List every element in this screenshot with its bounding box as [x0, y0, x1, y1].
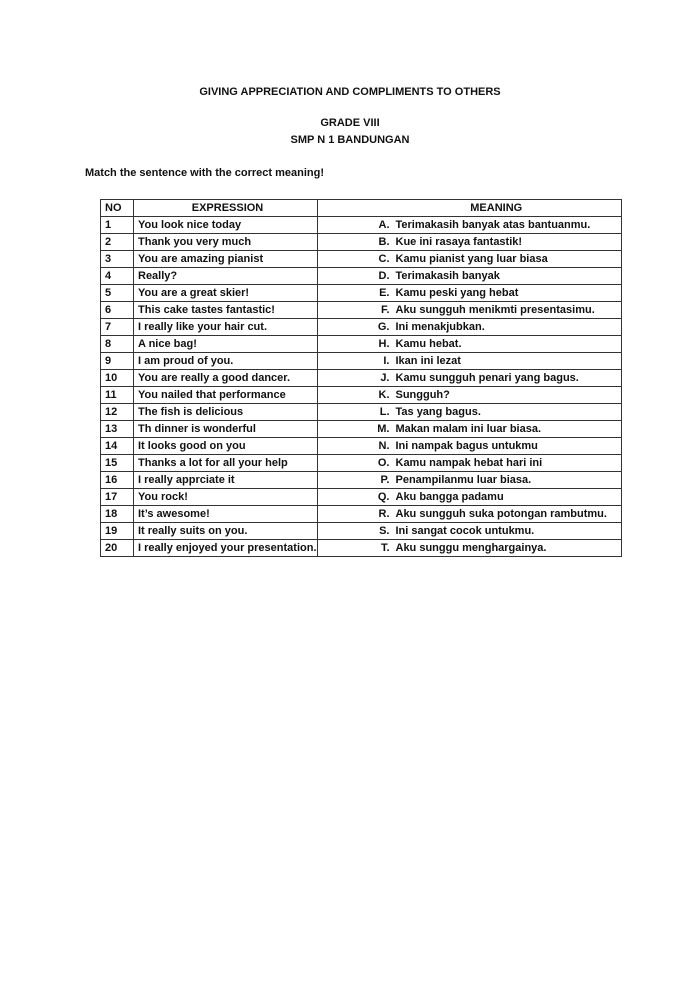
- meaning-text: Kamu pianist yang luar biasa: [395, 253, 548, 265]
- meaning-text: Ini nampak bagus untukmu: [395, 440, 538, 452]
- row-meaning: [368, 387, 622, 404]
- row-expression: The fish is delicious: [134, 404, 318, 421]
- meaning-text: Sungguh?: [395, 389, 450, 401]
- row-expression: You are really a good dancer.: [134, 370, 318, 387]
- row-number: 20: [101, 540, 134, 557]
- row-meaning: [368, 472, 622, 489]
- table-row: [101, 489, 622, 506]
- table-row: [101, 302, 622, 319]
- meaning-text: Aku sungguh menikmti presentasimu.: [395, 304, 595, 316]
- row-number: 18: [101, 506, 134, 523]
- answer-blank: [318, 387, 368, 404]
- row-number: 11: [101, 387, 134, 404]
- answer-blank: [318, 421, 368, 438]
- meaning-text: Tas yang bagus.: [395, 406, 481, 418]
- row-expression: I am proud of you.: [134, 353, 318, 370]
- meaning-letter: R.: [378, 508, 390, 520]
- row-number: 10: [101, 370, 134, 387]
- row-expression: I really enjoyed your presentation.: [134, 540, 318, 557]
- table-row: [101, 387, 622, 404]
- table-header-row: [101, 200, 622, 217]
- header-meaning: MEANING: [368, 200, 622, 217]
- table-row: [101, 540, 622, 557]
- header-gap: [318, 200, 368, 217]
- meaning-letter: L.: [379, 406, 390, 418]
- meaning-letter: D.: [378, 270, 390, 282]
- meaning-text: Terimakasih banyak: [395, 270, 500, 282]
- table-row: [101, 404, 622, 421]
- worksheet-title: GIVING APPRECIATION AND COMPLIMENTS TO OTHERS: [199, 86, 501, 98]
- row-meaning: [368, 540, 622, 557]
- row-expression: Really?: [134, 268, 318, 285]
- answer-blank: [318, 438, 368, 455]
- meaning-letter: I.: [383, 355, 390, 367]
- row-number: 5: [101, 285, 134, 302]
- row-expression: You nailed that performance: [134, 387, 318, 404]
- row-expression: A nice bag!: [134, 336, 318, 353]
- row-expression: It’s awesome!: [134, 506, 318, 523]
- answer-blank: [318, 285, 368, 302]
- meaning-letter: N.: [378, 440, 390, 452]
- table-row: [101, 319, 622, 336]
- meaning-text: Aku bangga padamu: [395, 491, 504, 503]
- meaning-letter: J.: [380, 372, 390, 384]
- meaning-letter: T.: [380, 542, 390, 554]
- table-row: [101, 506, 622, 523]
- meaning-text: Penampilanmu luar biasa.: [395, 474, 532, 486]
- row-meaning: [368, 302, 622, 319]
- meaning-text: Kamu peski yang hebat: [395, 287, 519, 299]
- row-number: 4: [101, 268, 134, 285]
- meaning-text: Kamu nampak hebat hari ini: [395, 457, 543, 469]
- answer-blank: [318, 234, 368, 251]
- answer-blank: [318, 404, 368, 421]
- row-number: 17: [101, 489, 134, 506]
- meaning-text: Makan malam ini luar biasa.: [395, 423, 542, 435]
- table-row: [101, 336, 622, 353]
- meaning-letter: G.: [377, 321, 390, 333]
- row-meaning: [368, 217, 622, 234]
- meaning-text: Kamu sungguh penari yang bagus.: [395, 372, 579, 384]
- grade-label: GRADE VIII: [320, 117, 380, 129]
- row-number: 12: [101, 404, 134, 421]
- table-body: [101, 217, 622, 557]
- table-row: [101, 421, 622, 438]
- row-expression: Th dinner is wonderful: [134, 421, 318, 438]
- row-number: 1: [101, 217, 134, 234]
- header-expression: EXPRESSION: [134, 200, 318, 217]
- meaning-text: Ini menakjubkan.: [395, 321, 485, 333]
- row-meaning: [368, 455, 622, 472]
- meaning-letter: C.: [378, 253, 390, 265]
- answer-blank: [318, 336, 368, 353]
- meaning-letter: A.: [378, 219, 390, 231]
- meaning-letter: S.: [379, 525, 390, 537]
- row-meaning: [368, 370, 622, 387]
- answer-blank: [318, 472, 368, 489]
- answer-blank: [318, 455, 368, 472]
- row-expression: It really suits on you.: [134, 523, 318, 540]
- row-number: 7: [101, 319, 134, 336]
- meaning-letter: B.: [378, 236, 390, 248]
- meaning-letter: F.: [380, 304, 390, 316]
- row-expression: Thank you very much: [134, 234, 318, 251]
- row-meaning: [368, 523, 622, 540]
- row-number: 3: [101, 251, 134, 268]
- row-meaning: [368, 353, 622, 370]
- row-number: 16: [101, 472, 134, 489]
- row-meaning: [368, 438, 622, 455]
- row-number: 9: [101, 353, 134, 370]
- meaning-letter: K.: [378, 389, 390, 401]
- matching-table: [100, 199, 622, 557]
- answer-blank: [318, 251, 368, 268]
- row-number: 6: [101, 302, 134, 319]
- row-number: 2: [101, 234, 134, 251]
- row-meaning: [368, 268, 622, 285]
- meaning-text: Kue ini rasaya fantastik!: [395, 236, 523, 248]
- answer-blank: [318, 540, 368, 557]
- table-row: [101, 472, 622, 489]
- table-row: [101, 370, 622, 387]
- table-row: [101, 455, 622, 472]
- answer-blank: [318, 217, 368, 234]
- row-number: 13: [101, 421, 134, 438]
- row-number: 19: [101, 523, 134, 540]
- meaning-letter: O.: [377, 457, 390, 469]
- row-expression: I really like your hair cut.: [134, 319, 318, 336]
- table-row: [101, 268, 622, 285]
- answer-blank: [318, 523, 368, 540]
- row-meaning: [368, 319, 622, 336]
- meaning-letter: P.: [380, 474, 390, 486]
- row-meaning: [368, 404, 622, 421]
- row-expression: You rock!: [134, 489, 318, 506]
- row-number: 15: [101, 455, 134, 472]
- row-meaning: [368, 234, 622, 251]
- header-no: NO: [101, 200, 134, 217]
- meaning-text: Ikan ini lezat: [395, 355, 461, 367]
- meaning-text: Aku sunggu menghargainya.: [395, 542, 547, 554]
- row-expression: You are a great skier!: [134, 285, 318, 302]
- table-row: [101, 523, 622, 540]
- answer-blank: [318, 489, 368, 506]
- row-meaning: [368, 336, 622, 353]
- meaning-text: Terimakasih banyak atas bantuanmu.: [395, 219, 591, 231]
- meaning-text: Aku sungguh suka potongan rambutmu.: [395, 508, 607, 520]
- answer-blank: [318, 506, 368, 523]
- meaning-text: Ini sangat cocok untukmu.: [395, 525, 535, 537]
- table-row: [101, 234, 622, 251]
- answer-blank: [318, 319, 368, 336]
- row-expression: I really apprciate it: [134, 472, 318, 489]
- table-row: [101, 438, 622, 455]
- meaning-text: Kamu hebat.: [395, 338, 462, 350]
- row-meaning: [368, 421, 622, 438]
- table-row: [101, 353, 622, 370]
- answer-blank: [318, 370, 368, 387]
- meaning-letter: H.: [378, 338, 390, 350]
- answer-blank: [318, 302, 368, 319]
- row-meaning: [368, 251, 622, 268]
- row-meaning: [368, 506, 622, 523]
- table-row: [101, 217, 622, 234]
- row-number: 14: [101, 438, 134, 455]
- answer-blank: [318, 353, 368, 370]
- row-expression: It looks good on you: [134, 438, 318, 455]
- row-expression: This cake tastes fantastic!: [134, 302, 318, 319]
- school-name: SMP N 1 BANDUNGAN: [290, 134, 410, 146]
- row-expression: Thanks a lot for all your help: [134, 455, 318, 472]
- meaning-letter: E.: [379, 287, 390, 299]
- meaning-letter: M.: [377, 423, 390, 435]
- table-row: [101, 285, 622, 302]
- row-expression: You look nice today: [134, 217, 318, 234]
- instruction-text: Match the sentence with the correct meaning!: [85, 167, 324, 179]
- row-meaning: [368, 489, 622, 506]
- table-row: [101, 251, 622, 268]
- row-number: 8: [101, 336, 134, 353]
- row-meaning: [368, 285, 622, 302]
- row-expression: You are amazing pianist: [134, 251, 318, 268]
- meaning-letter: Q.: [377, 491, 390, 503]
- answer-blank: [318, 268, 368, 285]
